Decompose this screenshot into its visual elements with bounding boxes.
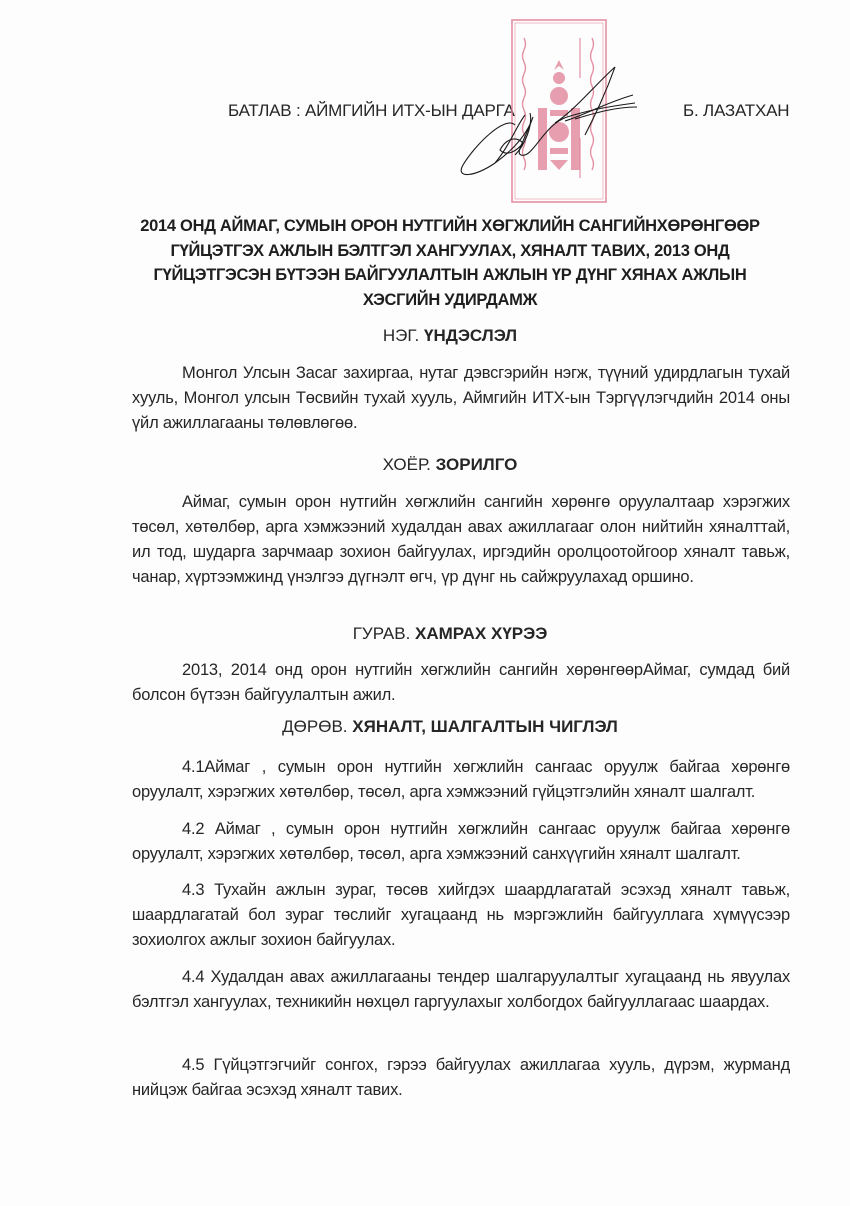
paragraph — [132, 817, 790, 867]
document-title — [100, 214, 800, 312]
paragraph-text: 4.2 Аймаг , сумын орон нутгийн хөгжлийн сангаас оруулж байгаа хөрөнгө оруулалт, хэрэгжих хөтөлбөр, төсөл, арга хэмжээний санхүүгийн хяналт шалгалт. — [132, 820, 790, 863]
paragraph — [132, 658, 790, 708]
section-number: ГУРАВ. — [352, 624, 411, 643]
section-heading — [100, 717, 800, 737]
section-title: ЗОРИЛГО — [435, 455, 518, 474]
title-line: ГҮЙЦЭТГЭСЭН БҮТЭЭН БАЙГУУЛАЛТЫН АЖЛЫН ҮР ДҮНГ ХЯНАХ АЖЛЫН — [153, 266, 747, 284]
signature-icon — [455, 55, 640, 180]
section-heading — [100, 624, 800, 644]
approver-name: Б. ЛАЗАТХАН — [683, 101, 790, 120]
paragraph-text: 4.3 Тухайн ажлын зураг, төсөв хийгдэх шаардлагатай эсэхэд хяналт тавьж, шаардлагатай бол зураг төслийг хугацаанд нь мэргэжлийн байгууллага хүмүүсээр зохиолгох ажлыг зохион байгуулах. — [132, 881, 790, 949]
paragraph — [132, 965, 790, 1015]
section-number: ДӨРӨВ. — [282, 717, 348, 736]
section-title: ХЯНАЛТ, ШАЛГАЛТЫН ЧИГЛЭЛ — [352, 717, 618, 736]
paragraph — [132, 361, 790, 436]
title-line: ХЭСГИЙН УДИРДАМЖ — [362, 290, 538, 309]
approval-label: БАТЛАВ : АЙМГИЙН ИТХ-ЫН ДАРГА — [228, 101, 515, 120]
section-heading — [100, 326, 800, 346]
paragraph-text: 2013, 2014 онд орон нутгийн хөгжлийн сангийн хөрөнгөөрАймаг, сумдад бий болсон бүтээн байгуулалтын ажил. — [132, 661, 790, 704]
paragraph-text: 4.1Аймаг , сумын орон нутгийн хөгжлийн сангаас оруулж байгаа хөрөнгө оруулалт, хэрэгжих хөтөлбөр, төсөл, арга хэмжээний гүйцэтгэлийн хяналт шалгалт. — [132, 758, 790, 801]
section-number: ХОЁР. — [382, 455, 431, 474]
paragraph — [132, 878, 790, 953]
paragraph-text: 4.5 Гүйцэтгэгчийг сонгох, гэрээ байгуулах ажиллагаа хууль, дүрэм, журманд нийцэж байгаа эсэхэд хяналт тавих. — [132, 1056, 790, 1099]
paragraph-text: Монгол Улсын Засаг захиргаа, нутаг дэвсгэрийн нэгж, түүний удирдлагын тухай хууль, Монгол улсын Төсвийн тухай хууль, Аймгийн ИТХ-ын Тэргүүлэгчдийн 2014 оны үйл ажиллагааны төлөвлөгөө. — [132, 364, 790, 432]
paragraph — [132, 755, 790, 805]
paragraph-text: Аймаг, сумын орон нутгийн хөгжлийн сангийн хөрөнгө оруулалтаар хэрэгжих төсөл, хөтөлбөр, арга хэмжээний худалдан авах ажиллагааг олон нийтийн хяналттай, ил тод, шударга зарчмаар зохион байгуулах, иргэдийн оролцоотойгоор хяналт тавьж, чанар, хүртээмжинд үнэлгээ дүгнэлт өгч, үр дүнг нь сайжруулахад оршино. — [132, 493, 790, 586]
section-heading — [100, 455, 800, 475]
paragraph — [132, 490, 790, 590]
section-title: ҮНДЭСЛЭЛ — [424, 326, 518, 345]
paragraph-text: 4.4 Худалдан авах ажиллагааны тендер шалгаруулалтыг хугацаанд нь явуулах бэлтгэл хангуулах, техникийн нөхцөл гаргуулахыг холбогдох байгууллагаас шаардах. — [132, 968, 790, 1011]
section-number: НЭГ. — [382, 326, 420, 345]
title-line: ГҮЙЦЭТГЭХ АЖЛЫН БЭЛТГЭЛ ХАНГУУЛАХ, ХЯНАЛТ ТАВИХ, 2013 ОНД — [170, 241, 730, 260]
paragraph — [132, 1053, 790, 1103]
title-line: 2014 ОНД АЙМАГ, СУМЫН ОРОН НУТГИЙН ХӨГЖЛИЙН САНГИЙНХӨРӨНГӨӨР — [140, 217, 760, 235]
section-title: ХАМРАХ ХҮРЭЭ — [415, 624, 548, 643]
